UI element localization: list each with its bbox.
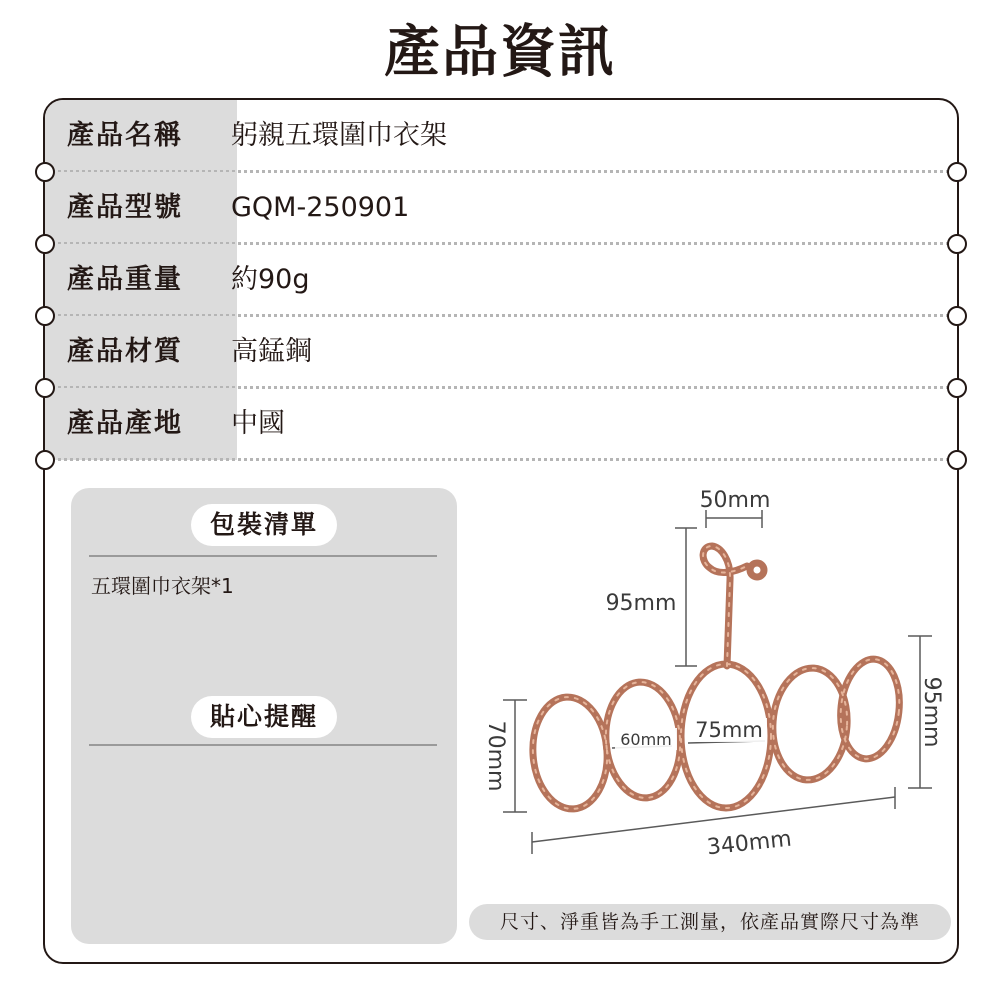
- spec-value: 中國: [231, 408, 285, 439]
- spec-value: GQM-250901: [231, 192, 410, 223]
- package-heading: 包裝清單: [191, 504, 337, 546]
- spec-label: 產品產地: [45, 388, 237, 460]
- spec-card: [43, 98, 959, 964]
- spec-label: 產品型號: [45, 172, 237, 244]
- spec-label: 產品名稱: [45, 100, 237, 172]
- spec-value: 約90g: [231, 264, 310, 295]
- package-item: 五環圍巾衣架*1: [91, 574, 234, 598]
- spec-value: 躬親五環圍巾衣架: [231, 120, 447, 151]
- hook-ball: [750, 563, 764, 577]
- dim-label-center-ring: 75mm: [695, 718, 763, 742]
- dim-label-small-ring: 60mm: [620, 730, 672, 749]
- hanger-hook: [703, 546, 747, 666]
- hanger-diagram: [45, 100, 957, 962]
- page-title: 產品資訊: [384, 20, 616, 85]
- dim-label-total-length: 340mm: [705, 826, 793, 861]
- dim-label-hook-height: 95mm: [605, 591, 677, 616]
- spec-label: 產品重量: [45, 244, 237, 316]
- dim-label-hook-width: 50mm: [699, 488, 771, 513]
- spec-value: 高錳鋼: [231, 336, 312, 367]
- dim-label-left-height: 70mm: [483, 720, 508, 792]
- spec-label: 產品材質: [45, 316, 237, 388]
- dim-label-right-height: 95mm: [919, 676, 944, 748]
- hanger-ring: [529, 695, 611, 812]
- hanger-illustration: [529, 546, 904, 811]
- tips-heading: 貼心提醒: [191, 696, 337, 738]
- measurement-note: 尺寸、淨重皆為手工測量，依產品實際尺寸為準: [469, 904, 951, 940]
